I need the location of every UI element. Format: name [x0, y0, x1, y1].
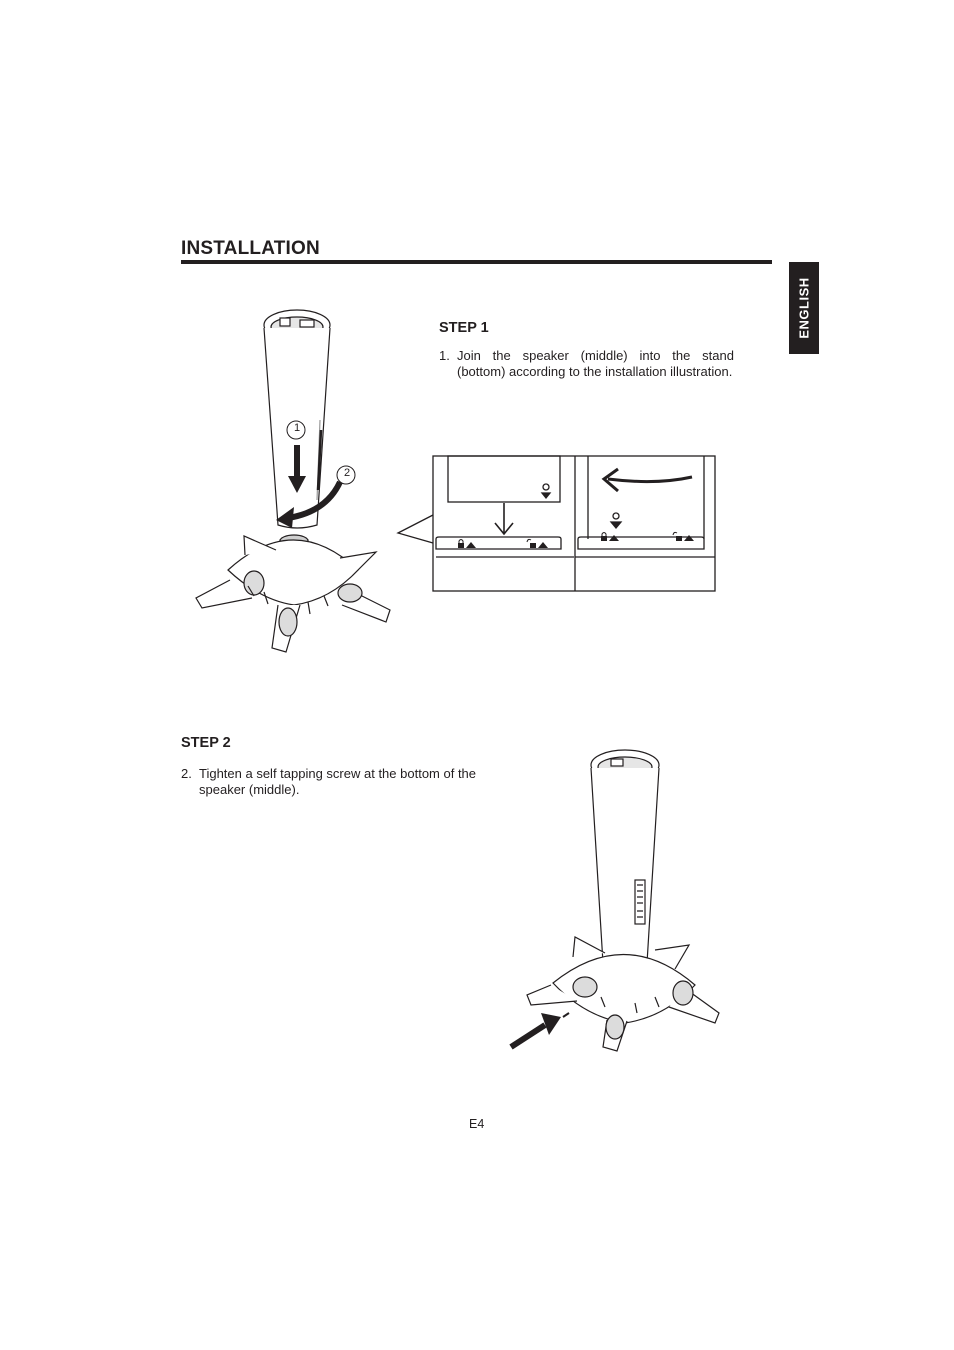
language-tab-label: ENGLISH — [796, 277, 812, 339]
screw-arrow-icon — [511, 1013, 569, 1047]
step1-item-number: 1. — [439, 348, 450, 363]
step1-detail-diagram — [396, 455, 718, 595]
step2-instruction — [181, 766, 491, 798]
step2-item-text: Tighten a self tapping screw at the bottom of the speaker (middle). — [199, 766, 477, 797]
language-tab — [789, 262, 819, 354]
page-number: E4 — [469, 1117, 485, 1131]
step2-illustration — [505, 745, 727, 1055]
step2-heading: STEP 2 — [181, 735, 231, 751]
callout-1: 1 — [293, 422, 301, 434]
step2-item-number: 2. — [181, 766, 192, 781]
section-title: INSTALLATION — [181, 238, 320, 259]
step1-instruction — [439, 348, 734, 380]
step1-item-text: Join the speaker (middle) into the stand (bottom) according to the installation illustration. — [457, 348, 734, 379]
step1-heading: STEP 1 — [439, 320, 489, 336]
callout-2: 2 — [343, 467, 351, 479]
title-rule — [181, 260, 772, 264]
step1-illustration — [190, 300, 400, 660]
